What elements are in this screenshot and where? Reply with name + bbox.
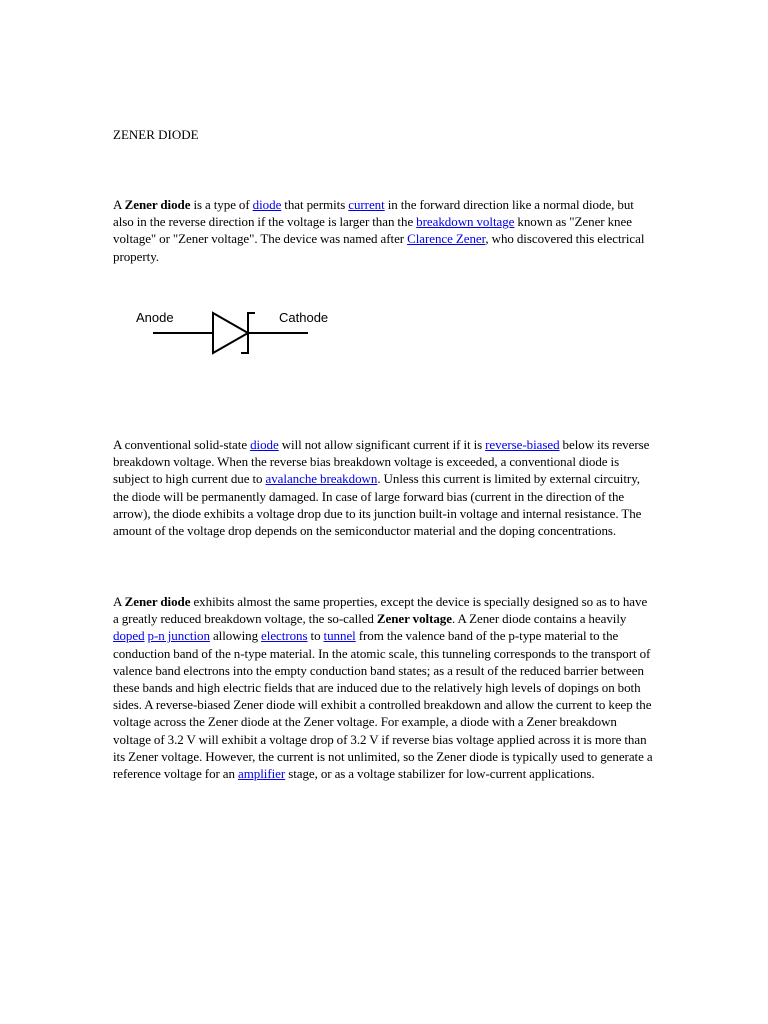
link-p-n-junction[interactable]: p-n junction: [147, 628, 210, 644]
text: will not allow significant current if it is: [278, 437, 486, 452]
link-doped[interactable]: doped: [113, 628, 145, 644]
text: . Unless this current is limited by external circuitry, the diode will be permanently damaged. In case of large forward bias (current in the direction of the arrow), the diode exhibits a voltage drop due to its junction built-in voltage and internal resistance. The amount of the voltage drop depends on the semiconductor material and the doping concentrations.: [113, 471, 642, 539]
bold-term-zener-diode: Zener diode: [124, 594, 191, 609]
page-title: ZENER DIODE: [113, 127, 199, 142]
text: that permits: [281, 197, 349, 212]
text: to: [307, 628, 324, 644]
text: known as "Zener knee voltage" or "Zener voltage". The device was named after: [113, 214, 632, 247]
text: below its reverse breakdown voltage. When the reverse bias breakdown voltage is exceeded, a conventional diode is subject to high current due to: [113, 437, 650, 487]
text: A: [113, 594, 125, 609]
link-electrons[interactable]: electrons: [261, 628, 308, 644]
text: exhibits almost the same properties, except the device is specially designed so as to have a greatly reduced breakdown voltage, the so-called: [113, 594, 648, 627]
link-breakdown-voltage[interactable]: breakdown voltage: [416, 214, 515, 230]
text: stage, or as a voltage stabilizer for low-current applications.: [285, 766, 595, 782]
link-avalanche-breakdown[interactable]: avalanche breakdown: [265, 471, 378, 487]
intro-paragraph: [113, 196, 653, 265]
link-amplifier[interactable]: amplifier: [237, 766, 286, 782]
link-reverse-biased[interactable]: reverse-biased: [485, 437, 560, 452]
anode-label: Anode: [136, 310, 174, 325]
diode-triangle-icon: [213, 313, 248, 353]
text: is a type of: [190, 197, 253, 212]
cathode-label: Cathode: [279, 310, 329, 325]
text: . A Zener diode contains a heavily: [451, 611, 627, 627]
zener-properties-paragraph: [113, 593, 653, 782]
bold-term-zener-diode: Zener diode: [124, 197, 191, 212]
bold-term-zener-voltage: Zener voltage: [376, 611, 452, 627]
text: from the valence band of the p-type material to the conduction band of the n-type material. In the atomic scale, this tunneling corresponds to the transport of valence band electrons into the empty conduction band states; as a result of the reduced barrier between these bands and high electric fields that are induced due to the relatively high levels of dopings on both sides. A reverse-biased Zener diode will exhibit a controlled breakdown and allow the current to keep the voltage across the Zener diode at the Zener voltage. For example, a diode with a Zener breakdown voltage of 3.2 V will exhibit a voltage drop of 3.2 V if reverse bias voltage applied across it is more than its Zener voltage. However, the current is not unlimited, so the Zener diode is typically used to generate a reference voltage for an: [113, 628, 653, 782]
text: in the forward direction like a normal diode, but also in the reverse direction if the voltage is larger than the: [113, 197, 634, 230]
link-diode[interactable]: diode: [252, 197, 282, 212]
text: allowing: [209, 628, 262, 644]
link-clarence-zener[interactable]: Clarence Zener: [407, 231, 486, 247]
zener-diode-symbol: [128, 303, 348, 363]
text: , who discovered this electrical property.: [113, 231, 645, 264]
text: A conventional solid-state: [113, 437, 251, 452]
link-current[interactable]: current: [348, 197, 385, 212]
link-tunnel[interactable]: tunnel: [323, 628, 356, 644]
link-diode[interactable]: diode: [250, 437, 279, 452]
text: A: [113, 197, 125, 212]
conventional-diode-paragraph: [113, 436, 653, 539]
